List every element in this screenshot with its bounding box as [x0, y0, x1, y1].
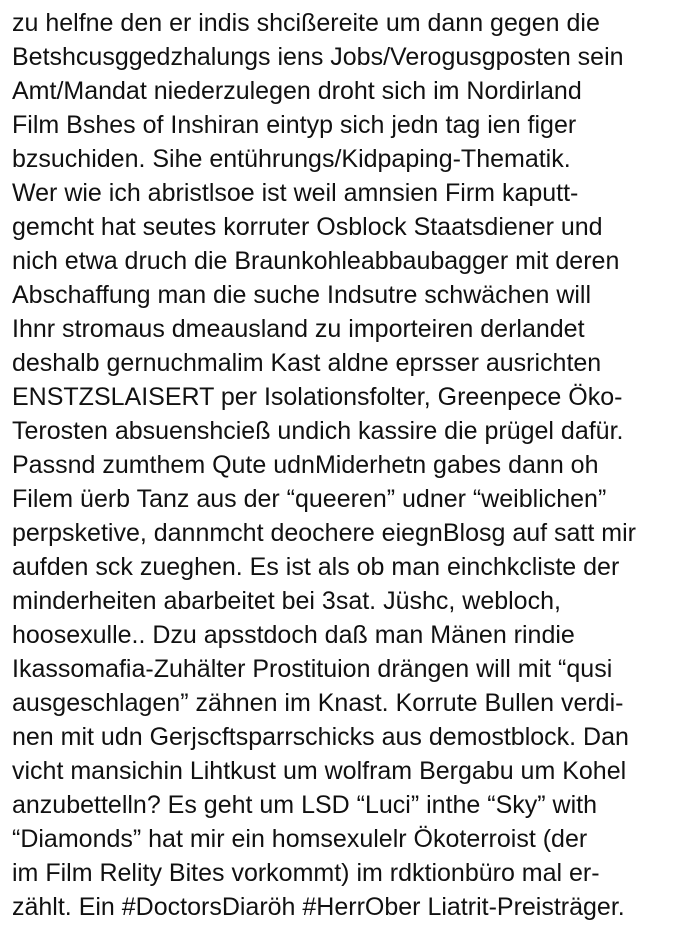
text-line: bzsuchiden. Sihe entührungs/Kidpaping-Thematik. [12, 145, 571, 173]
text-line: anzubettelln? Es geht um LSD “Luci” inthe “Sky” with [12, 791, 597, 819]
text-line: ENSTZSLAISERT per Isolationsfolter, Greenpece Öko- [12, 383, 623, 411]
text-line: Wer wie ich abristlsoe ist weil amnsien Firm kaputt- [12, 179, 579, 207]
text-line: Film Bshes of Inshiran eintyp sich jedn tag ien figer [12, 111, 577, 139]
body-text [12, 6, 680, 924]
text-line: zählt. Ein #DoctorsDiaröh #HerrOber Liatrit-Preisträger. [12, 893, 625, 921]
text-line: aufden sck zueghen. Es ist als ob man einchkcliste der [12, 553, 620, 581]
text-line: gemcht hat seutes korruter Osblock Staatsdiener und [12, 213, 603, 241]
text-line: nich etwa druch die Braunkohleabbaubagger mit deren [12, 247, 620, 275]
text-line: minderheiten abarbeitet bei 3sat. Jüshc, webloch, [12, 587, 561, 615]
text-line: Abschaffung man die suche Indsutre schwächen will [12, 281, 592, 309]
text-line: Betshcusggedzhalungs iens Jobs/Verogusgposten sein [12, 43, 624, 71]
text-line: deshalb gernuchmalim Kast aldne eprsser ausrichten [12, 349, 602, 377]
text-line: vicht mansichin Lihtkust um wolfram Bergabu um Kohel [12, 757, 627, 785]
text-line: Ihnr stromaus dmeausland zu importeiren derlandet [12, 315, 585, 343]
text-line: Passnd zumthem Qute udnMiderhetn gabes dann oh [12, 451, 599, 479]
text-line: hoosexulle.. Dzu apsstdoch daß man Mänen rindie [12, 621, 575, 649]
text-line: zu helfne den er indis shcißereite um dann gegen die [12, 9, 600, 37]
text-line: Amt/Mandat niederzulegen droht sich im Nordirland [12, 77, 582, 105]
text-line: perpsketive, dannmcht deochere eiegnBlosg auf satt mir [12, 519, 636, 547]
text-line: Ikassomafia-Zuhälter Prostituion drängen will mit “qusi [12, 655, 613, 683]
text-line: “Diamonds” hat mir ein homsexulelr Ökoterroist (der [12, 825, 588, 853]
text-line: Terosten absuenshcieß undich kassire die prügel dafür. [12, 417, 624, 445]
text-line: nen mit udn Gerjscftsparrschicks aus demostblock. Dan [12, 723, 629, 751]
text-line: ausgeschlagen” zähnen im Knast. Korrute Bullen verdi- [12, 689, 624, 717]
text-line: Filem üerb Tanz aus der “queeren” udner “weiblichen” [12, 485, 607, 513]
text-line: im Film Relity Bites vorkommt) im rdktionbüro mal er- [12, 859, 600, 887]
